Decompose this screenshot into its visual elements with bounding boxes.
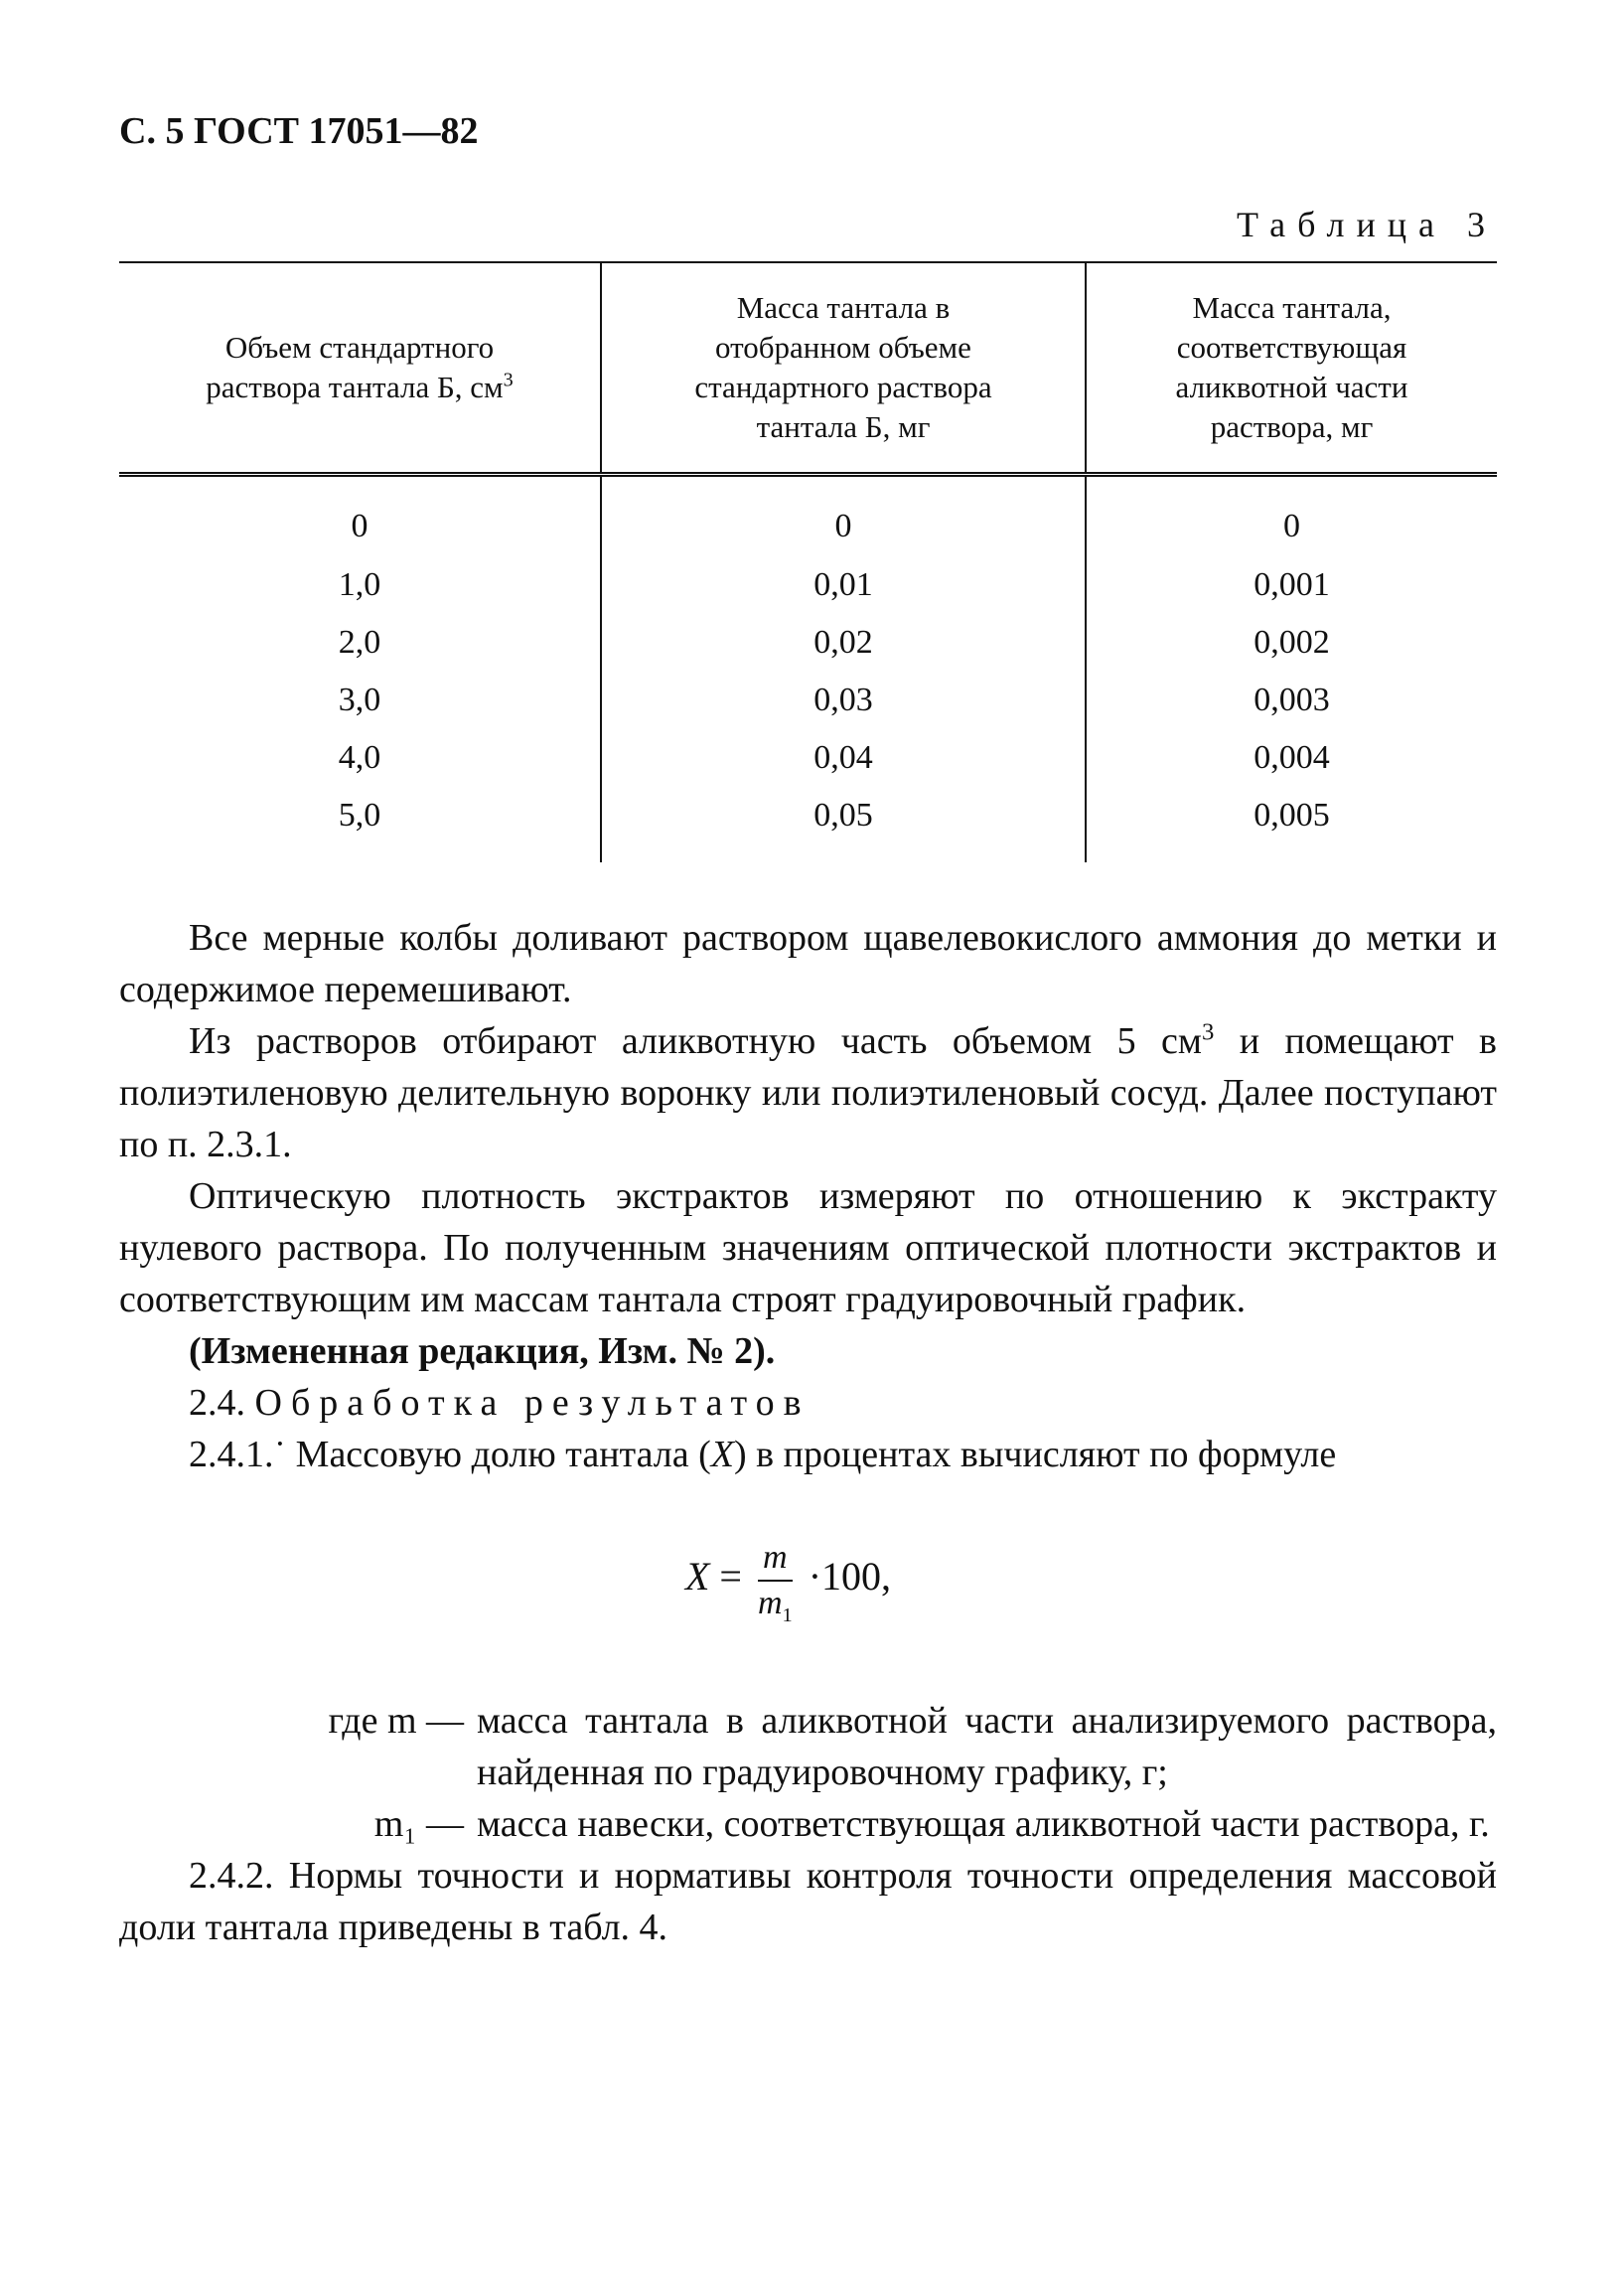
paragraph-accuracy-norms: 2.4.2. Нормы точности и нормативы контроля точности определения массовой доли тантала приведены в табл. 4.: [119, 1855, 1497, 1948]
table-row: [119, 556, 1497, 614]
section-title: Обработка результатов: [254, 1382, 811, 1424]
section-number: 2.4.: [189, 1382, 255, 1424]
table-cell: 1,0: [338, 566, 381, 603]
formula-lhs: X: [684, 1554, 710, 1600]
table-row: [119, 787, 1497, 862]
legend-text: масса тантала в аликвотной части анализируемого раствора, найденная по градуировочному графику, г;: [477, 1700, 1497, 1793]
table-caption: Таблица 3: [1237, 205, 1497, 244]
paragraph-formula-intro: [119, 1429, 1497, 1480]
column-header-line: Масса тантала,: [1192, 290, 1392, 325]
table-cell: 0: [601, 475, 1086, 557]
table-cell: 4,0: [338, 739, 381, 776]
table-cell: 0,002: [1086, 614, 1497, 672]
body-text: [119, 912, 1497, 1953]
text-run: ) в процентах вычисляют по формуле: [734, 1434, 1337, 1475]
column-header-line: отобранном объеме: [715, 330, 971, 365]
column-header-line: раствора, мг: [1210, 409, 1374, 444]
column-header-mass-selected: [601, 262, 1086, 475]
table-cell: 0,005: [1086, 787, 1497, 862]
table-row: [119, 672, 1497, 729]
paragraph-aliquot: [119, 1015, 1497, 1170]
table-cell: 0: [351, 508, 369, 544]
table-cell: 3,0: [338, 682, 381, 718]
table-cell: 0,03: [601, 672, 1086, 729]
table-3: [119, 261, 1497, 862]
column-header-line: тантала Б, мг: [756, 409, 931, 444]
paragraph-flasks: Все мерные колбы доливают раствором щавелевокислого аммония до метки и содержимое перемешивают.: [119, 917, 1497, 1010]
legend-symbol: где m —: [328, 1700, 464, 1742]
formula: [119, 1536, 1497, 1645]
column-header-line: раствора тантала Б, см: [206, 370, 504, 404]
table-cell: 0: [1086, 475, 1497, 557]
table-cell: 2,0: [338, 624, 381, 661]
formula-legend: [119, 1695, 1497, 1850]
formula-equals: =: [709, 1554, 752, 1600]
table-cell: 0,04: [601, 729, 1086, 787]
fraction-denominator: [758, 1582, 793, 1625]
legend-symbol: m₁ —: [373, 1803, 464, 1845]
column-header-line: Масса тантала в: [736, 290, 951, 325]
amendment-note: (Измененная редакция, Изм. № 2).: [189, 1330, 776, 1372]
table-cell: 0,004: [1086, 729, 1497, 787]
page-header: С. 5 ГОСТ 17051—82: [119, 110, 479, 152]
subscript: 1: [782, 1603, 793, 1626]
section-heading: [119, 1377, 1497, 1429]
formula-fraction: [758, 1536, 793, 1625]
text-run: 2.4.1.˙ Массовую долю тантала (: [189, 1434, 711, 1475]
text-run: и помещают в полиэтиленовую делительную воронку или полиэтиленовый сосуд. Далее поступают по п. 2.3.1.: [119, 1020, 1497, 1165]
table-cell: 0,02: [601, 614, 1086, 672]
column-header-mass-aliquot: [1086, 262, 1497, 475]
column-header-line: аликвотной части: [1175, 370, 1408, 404]
column-header-volume: [119, 262, 601, 475]
table-row: [119, 475, 1497, 557]
column-header-line: соответствующая: [1176, 330, 1407, 365]
legend-text: масса навески, соответствующая аликвотной части раствора, г.: [477, 1803, 1490, 1845]
table-cell: 0,003: [1086, 672, 1497, 729]
denominator-symbol: m: [757, 1585, 783, 1621]
table-row: [119, 614, 1497, 672]
paragraph-optical-density: Оптическую плотность экстрактов измеряют по отношению к экстракту нулевого раствора. По полученным значениям оптической плотности экстрактов и соответствующим им массам тантала строят градуировочный график.: [119, 1175, 1497, 1320]
formula-rhs: ·100,: [798, 1554, 892, 1600]
table-row: [119, 729, 1497, 787]
table-cell: 0,01: [601, 556, 1086, 614]
table-cell: 5,0: [338, 797, 381, 834]
legend-item-m: [119, 1695, 1497, 1798]
fraction-numerator: m: [758, 1536, 793, 1582]
text-run: Из растворов отбирают аликвотную часть объемом 5 см: [189, 1020, 1202, 1062]
column-header-line: Объем стандартного: [224, 330, 495, 365]
legend-item-m1: [119, 1798, 1497, 1850]
variable-x: X: [710, 1434, 735, 1475]
table-cell: 0,001: [1086, 556, 1497, 614]
superscript: 3: [503, 369, 514, 391]
superscript: 3: [1201, 1018, 1215, 1046]
table-header-row: [119, 262, 1497, 475]
column-header-line: стандартного раствора: [694, 370, 992, 404]
table-cell: 0,05: [601, 787, 1086, 862]
